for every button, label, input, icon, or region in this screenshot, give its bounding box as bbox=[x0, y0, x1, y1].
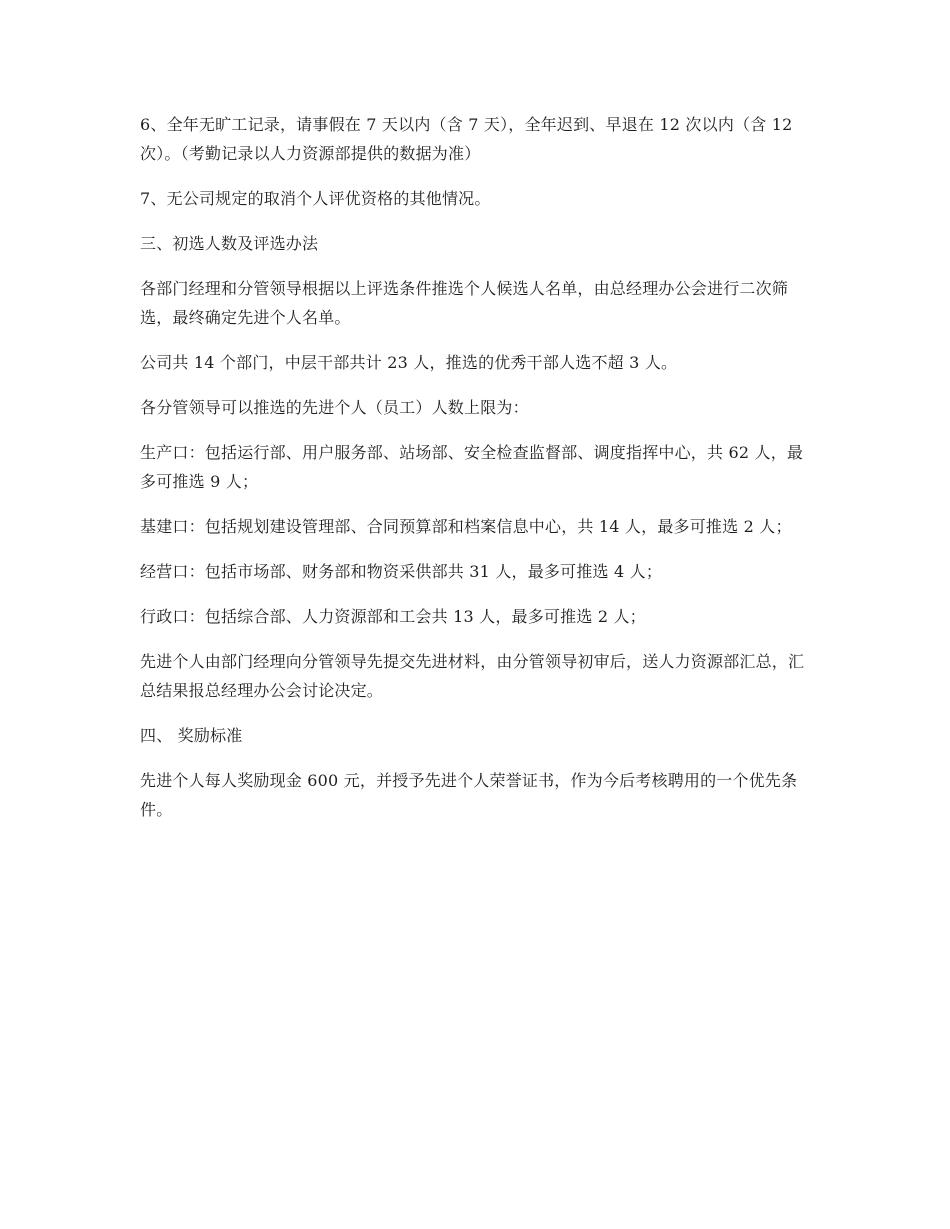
paragraph-operations-quota: 经营口：包括市场部、财务部和物资采供部共 31 人，最多可推选 4 人； bbox=[140, 562, 663, 581]
paragraph-construction-quota: 基建口：包括规划建设管理部、合同预算部和档案信息中心，共 14 人，最多可推选 2 人； bbox=[140, 517, 792, 536]
paragraph-reward-details: 先进个人每人奖励现金 600 元，并授予先进个人荣誉证书，作为今后考核聘用的一个优先条件。 bbox=[140, 771, 798, 819]
section-heading-reward-standard: 四、 奖励标准 bbox=[140, 726, 243, 745]
paragraph-administration-quota: 行政口：包括综合部、人力资源部和工会共 13 人，最多可推选 2 人； bbox=[140, 607, 646, 626]
paragraph-quota-intro: 各分管领导可以推选的先进个人（员工）人数上限为： bbox=[140, 398, 529, 417]
paragraph-cadre-quota: 公司共 14 个部门，中层干部共计 23 人，推选的优秀干部人选不超 3 人。 bbox=[140, 353, 678, 372]
paragraph-production-quota: 生产口：包括运行部、用户服务部、站场部、安全检查监督部、调度指挥中心，共 62 人，最多可推选 9 人； bbox=[140, 443, 804, 491]
section-heading-selection-method: 三、初选人数及评选办法 bbox=[140, 234, 319, 253]
paragraph-submission-process: 先进个人由部门经理向分管领导先提交先进材料，由分管领导初审后，送人力资源部汇总，汇总结果报总经理办公会讨论决定。 bbox=[140, 652, 805, 700]
document-body bbox=[140, 110, 810, 840]
paragraph-attendance-requirement: 6、全年无旷工记录，请事假在 7 天以内（含 7 天），全年迟到、早退在 12 次以内（含 12 次）。（考勤记录以人力资源部提供的数据为准） bbox=[140, 115, 793, 163]
paragraph-no-disqualification: 7、无公司规定的取消个人评优资格的其他情况。 bbox=[140, 189, 491, 208]
paragraph-nomination-process: 各部门经理和分管领导根据以上评选条件推选个人候选人名单，由总经理办公会进行二次筛选，最终确定先进个人名单。 bbox=[140, 279, 789, 327]
